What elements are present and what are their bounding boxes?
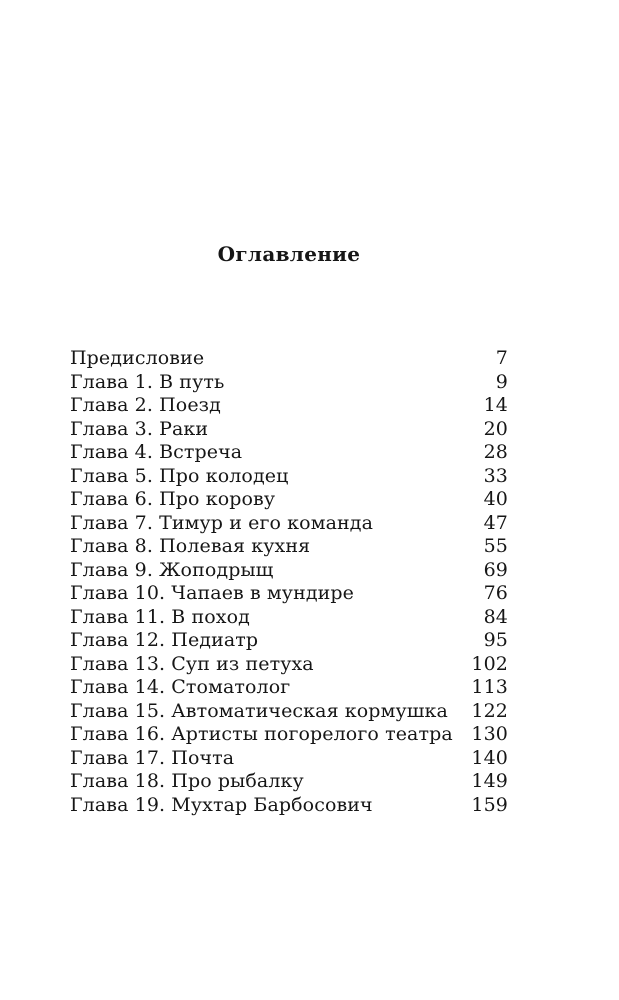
toc-entry-label: Глава 7. Тимур и его команда [70,511,373,534]
toc-entry-page-number: 33 [483,464,508,487]
toc-entry-label: Глава 9. Жоподрыщ [70,558,274,581]
toc-entry-page-number: 113 [471,676,508,698]
toc-entry-label: Глава 14. Стоматолог [70,676,291,698]
toc-row [70,606,508,630]
toc-row [70,700,508,724]
toc-row [70,465,508,489]
toc-entry-page-number: 9 [495,370,508,393]
toc-entry-label: Глава 2. Поезд [70,394,221,416]
toc-row [70,394,508,418]
toc-entry-page-number: 84 [483,605,508,628]
toc-entry-label: Глава 19. Мухтар Барбосович [70,793,373,816]
toc-entry-page-number: 76 [483,582,508,604]
toc-entry-label: Глава 13. Суп из петуха [70,652,314,675]
toc-row [70,582,508,606]
toc-row [70,512,508,536]
toc-row [70,371,508,395]
toc-row [70,676,508,700]
toc-row [70,418,508,442]
toc-row [70,559,508,583]
toc-entry-page-number: 159 [471,793,508,816]
toc-entry-page-number: 122 [471,699,508,722]
toc-entry-page-number: 28 [483,441,508,463]
toc-row [70,770,508,794]
toc-entry-page-number: 20 [483,417,508,440]
toc-entry-label: Глава 4. Встреча [70,441,243,463]
toc-entry-page-number: 130 [471,723,508,745]
toc-entry-label: Глава 17. Почта [70,746,235,769]
toc-row [70,535,508,559]
toc-list [70,347,508,817]
toc-entry-page-number: 7 [495,347,508,369]
toc-entry-page-number: 102 [471,652,508,675]
toc-row [70,629,508,653]
toc-entry-page-number: 55 [483,535,508,557]
toc-entry-label: Глава 15. Автоматическая кормушка [70,699,448,722]
toc-entry-label: Глава 6. Про корову [70,488,276,510]
toc-title: Оглавление [217,242,361,267]
toc-entry-label: Глава 8. Полевая кухня [70,535,311,557]
toc-row [70,723,508,747]
toc-entry-page-number: 40 [483,488,508,510]
toc-row [70,441,508,465]
toc-entry-page-number: 95 [483,629,508,651]
toc-entry-label: Глава 18. Про рыбалку [70,770,304,792]
toc-entry-label: Глава 10. Чапаев в мундире [70,582,355,604]
toc-row [70,347,508,371]
toc-entry-label: Глава 5. Про колодец [70,464,289,487]
toc-entry-page-number: 69 [483,558,508,581]
toc-entry-label: Глава 11. В поход [70,605,250,628]
toc-entry-page-number: 14 [483,394,508,416]
toc-entry-label: Предисловие [70,347,205,369]
toc-entry-label: Глава 16. Артисты погорелого театра [70,723,453,745]
toc-entry-label: Глава 12. Педиатр [70,629,259,651]
toc-row [70,488,508,512]
toc-entry-page-number: 140 [471,746,508,769]
toc-row [70,794,508,818]
toc-row [70,653,508,677]
toc-row [70,747,508,771]
content-column [70,0,508,1000]
toc-entry-page-number: 149 [471,770,508,792]
toc-entry-page-number: 47 [483,511,508,534]
toc-entry-label: Глава 3. Раки [70,417,209,440]
toc-entry-label: Глава 1. В путь [70,370,225,393]
